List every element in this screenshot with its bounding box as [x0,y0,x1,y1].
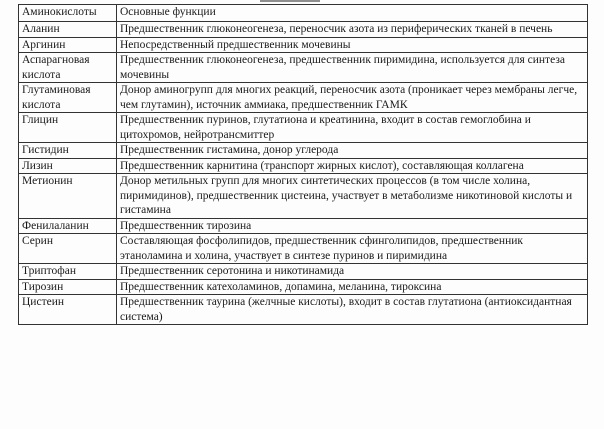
table-row [19,22,588,38]
amino-acid-name: Тирозин [19,279,117,295]
amino-acid-name: Аргинин [19,37,117,53]
header-amino-acids: Аминокислоты [19,5,117,22]
table-row [19,295,588,325]
amino-acid-name: Триптофан [19,264,117,280]
amino-acid-name: Глицин [19,113,117,143]
table-row [19,264,588,280]
amino-acid-function: Предшественник серотонина и никотинамида [117,264,588,280]
amino-acid-function: Предшественник пуринов, глутатиона и креатинина, входит в состав гемоглобина и цитохромов, нейротрансмиттер [117,113,588,143]
amino-acid-function: Предшественник карнитина (транспорт жирных кислот), составляющая коллагена [117,158,588,174]
amino-acid-name: Метионин [19,174,117,219]
amino-acids-table [18,4,588,325]
table-row [19,279,588,295]
amino-acid-name: Аспарагновая кислота [19,53,117,83]
table-row [19,218,588,234]
amino-acid-name: Лизин [19,158,117,174]
table-row [19,113,588,143]
amino-acid-function: Предшественник таурина (желчные кислоты), входит в состав глутатиона (антиоксидантная система) [117,295,588,325]
amino-acid-function: Непосредственный предшественник мочевины [117,37,588,53]
table-row [19,234,588,264]
amino-acid-name: Гистидин [19,143,117,159]
table-row [19,174,588,219]
amino-acid-function: Донор аминогрупп для многих реакций, переносчик азота (проникает через мембраны легче, чем глутамин), источник аммиака, предшественник ГАМК [117,83,588,113]
table-row [19,158,588,174]
table-row [19,53,588,83]
amino-acid-name: Серин [19,234,117,264]
table-row [19,37,588,53]
table-row [19,143,588,159]
header-functions: Основные функции [117,5,588,22]
cropped-top-text [200,0,400,3]
amino-acid-name: Глутаминовая кислота [19,83,117,113]
amino-acid-function: Донор метильных групп для многих синтетических процессов (в том числе холина, пиримидинов), предшественник цистеина, участвует в метаболизме никотиновой кислоты и гистамина [117,174,588,219]
amino-acid-function: Предшественник глюконеогенеза, предшественник пиримидина, используется для синтеза мочевины [117,53,588,83]
table-header-row [19,5,588,22]
table-row [19,83,588,113]
amino-acid-name: Аланин [19,22,117,38]
amino-acid-name: Фенилаланин [19,218,117,234]
amino-acid-name: Цистеин [19,295,117,325]
amino-acid-function: Предшественник катехоламинов, допамина, меланина, тироксина [117,279,588,295]
amino-acid-function: Составляющая фосфолипидов, предшественник сфинголипидов, предшественник этаноламина и холина, участвует в синтезе пуринов и пиримидина [117,234,588,264]
amino-acid-function: Предшественник гистамина, донор углерода [117,143,588,159]
amino-acid-function: Предшественник тирозина [117,218,588,234]
cropped-text-fragment [260,0,320,2]
amino-acid-function: Предшественник глюконеогенеза, переносчик азота из периферических тканей в печень [117,22,588,38]
